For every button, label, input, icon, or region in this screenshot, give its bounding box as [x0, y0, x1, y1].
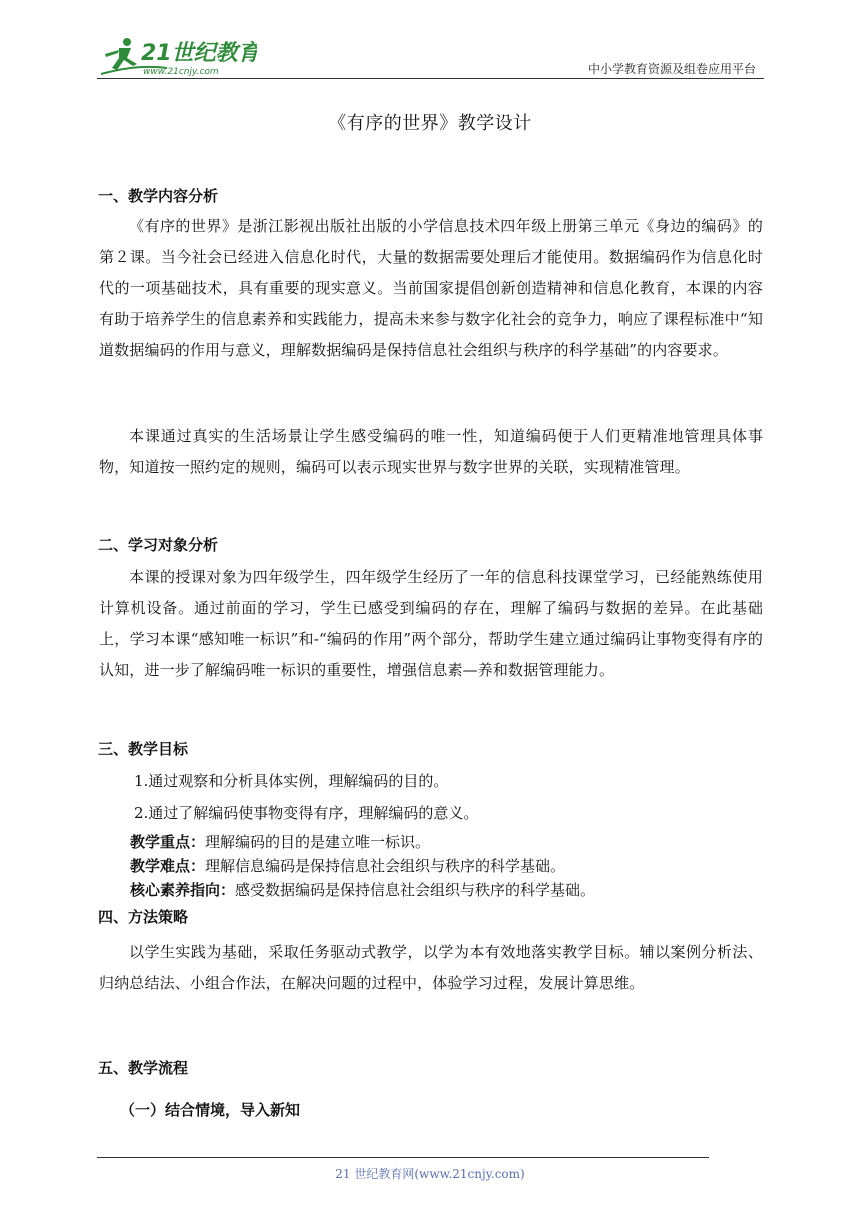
- header-divider: [97, 78, 764, 79]
- footer-divider: [97, 1157, 709, 1158]
- content-analysis-paragraph-1: 《有序的世界》是浙江影视出版社出版的小学信息技术四年级上册第三单元《身边的编码》的第２课。当今社会已经进入信息化时代，大量的数据需要处理后才能使用。数据编码作为信息化时代的一项基础技术，具有重要的现实意义。当前国家提倡创新创造精神和信息化教育，本课的内容有助于培养学生的信息素养和实践能力，提高未来参与数字化社会的竞争力，响应了课程标准中“知道数据编码的作用与意义，理解数据编码是保持信息社会组织与秩序的科学基础”的内容要求。: [99, 217, 763, 359]
- content-analysis-paragraph-2: 本课通过真实的生活场景让学生感受编码的唯一性，知道编码便于人们更精准地管理具体事物，知道按一照约定的规则，编码可以表示现实世界与数字世界的关联，实现精准管理。: [99, 427, 763, 476]
- process-subheading-1: （一）结合情境，导入新知: [120, 1101, 301, 1119]
- document-title: 《有序的世界》教学设计: [328, 113, 532, 134]
- core-literacy-text: 感受数据编码是保持信息社会组织与秩序的科学基础。: [235, 881, 596, 899]
- logo-text: 21世纪教育: [141, 41, 257, 66]
- core-literacy-label: 核心素养指向：: [130, 881, 236, 899]
- difficult-point-label: 教学难点：: [130, 857, 206, 875]
- learner-analysis-paragraph: 本课的授课对象为四年级学生，四年级学生经历了一年的信息科技课堂学习，已经能熟练使用计算机设备。通过前面的学习，学生已感受到编码的存在，理解了编码与数据的差异。在此基础上，学习本课“感知唯一标识”和-“编码的作用”两个部分，帮助学生建立通过编码让事物变得有序的认知，进一步了解编码唯一标识的重要性，增强信息素—养和数据管理能力。: [99, 568, 763, 679]
- goal-item-2: 2.通过了解编码使事物变得有序，理解编码的意义。: [134, 804, 479, 822]
- difficult-point-text: 理解信息编码是保持信息社会组织与秩序的科学基础。: [205, 857, 566, 875]
- section-heading-teaching-process: 五、教学流程: [98, 1059, 189, 1077]
- goal-item-1: 1.通过观察和分析具体实例，理解编码的目的。: [134, 772, 449, 790]
- site-logo: [97, 34, 257, 78]
- difficult-point: [130, 855, 565, 876]
- section-heading-learner-analysis: 二、学习对象分析: [98, 536, 219, 554]
- key-point-label: 教学重点：: [130, 833, 206, 851]
- section-heading-teaching-goals: 三、教学目标: [98, 740, 189, 758]
- key-point: [130, 831, 430, 852]
- logo-url: www.21cnjy.com: [143, 67, 219, 77]
- footer-source: 21 世纪教育网(www.21cnjy.com): [335, 1167, 525, 1181]
- platform-name: 中小学教育资源及组卷应用平台: [587, 62, 756, 76]
- core-literacy: [130, 879, 595, 900]
- section-heading-content-analysis: 一、教学内容分析: [98, 187, 219, 205]
- methods-paragraph: 以学生实践为基础，采取任务驱动式教学，以学为本有效地落实教学目标。辅以案例分析法、归纳总结法、小组合作法，在解决问题的过程中，体验学习过程，发展计算思维。: [99, 943, 763, 992]
- section-heading-methods: 四、方法策略: [98, 908, 189, 926]
- key-point-text: 理解编码的目的是建立唯一标识。: [205, 833, 431, 851]
